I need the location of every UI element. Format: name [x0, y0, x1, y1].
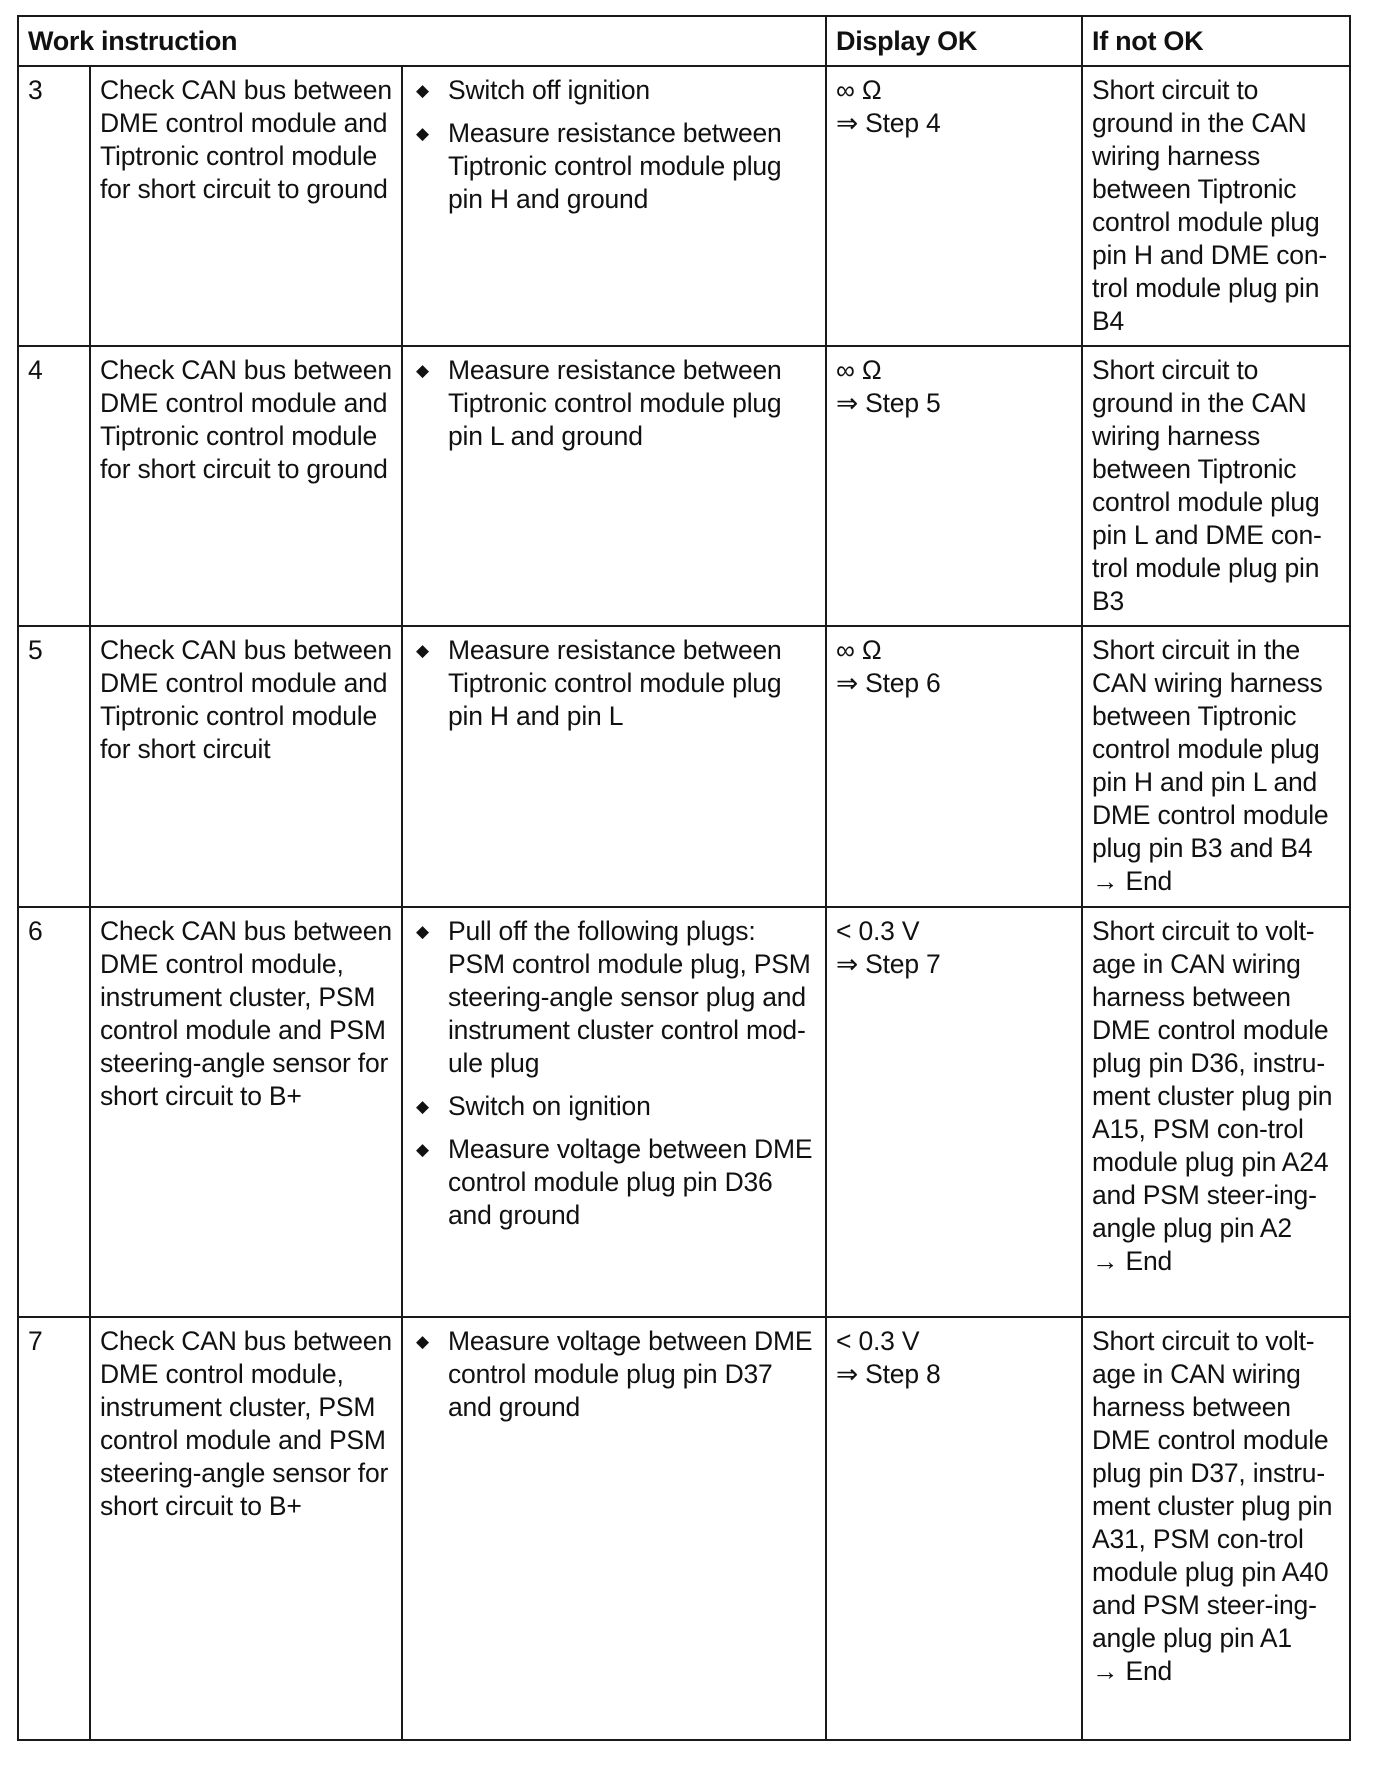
if-not-ok-cell	[1082, 66, 1350, 346]
display-ok-cell	[826, 346, 1082, 626]
table-row	[18, 626, 1350, 907]
action-list	[412, 634, 816, 733]
check-description: Check CAN bus between DME control module, instrument cluster, PSM control module and PSM steering-angle sensor for short circuit to B+	[90, 907, 402, 1317]
diamond-bullet-icon: ◆	[416, 922, 429, 941]
action-text: Measure resistance between Tiptronic control module plug pin H and ground	[448, 118, 782, 214]
diamond-bullet-icon: ◆	[416, 641, 429, 660]
table-row	[18, 346, 1350, 626]
table-header-row	[18, 16, 1350, 66]
check-description: Check CAN bus between DME control module, instrument cluster, PSM control module and PSM steering-angle sensor for short circuit to B+	[90, 1317, 402, 1740]
diamond-bullet-icon: ◆	[416, 124, 429, 143]
display-ok-next-step: ⇒ Step 8	[836, 1359, 941, 1389]
action-text: Measure voltage between DME control module plug pin D37 and ground	[448, 1326, 813, 1422]
action-text: Switch off ignition	[448, 75, 650, 105]
step-number: 4	[18, 346, 90, 626]
step-number: 3	[18, 66, 90, 346]
list-item	[412, 117, 816, 216]
if-not-ok-cell	[1082, 626, 1350, 907]
if-not-ok-cell	[1082, 346, 1350, 626]
diamond-bullet-icon: ◆	[416, 1097, 429, 1116]
if-not-ok-text: Short circuit to volt-age in CAN wiring harness between DME control module plug pin D37, instru-ment cluster plug pin A31, PSM con-trol module plug pin A40 and PSM steer-ing-angle plug pin A1	[1092, 1326, 1333, 1653]
diamond-bullet-icon: ◆	[416, 81, 429, 100]
display-ok-value: < 0.3 V	[836, 1326, 920, 1356]
action-list-cell	[402, 626, 826, 907]
diamond-bullet-icon: ◆	[416, 361, 429, 380]
action-list	[412, 354, 816, 453]
action-text: Switch on ignition	[448, 1091, 651, 1121]
check-description: Check CAN bus between DME control module and Tiptronic control module for short circuit	[90, 626, 402, 907]
display-ok-cell	[826, 626, 1082, 907]
list-item	[412, 1090, 816, 1123]
display-ok-next-step: ⇒ Step 7	[836, 949, 941, 979]
work-instruction-table	[17, 15, 1351, 1741]
action-text: Measure resistance between Tiptronic control module plug pin L and ground	[448, 355, 782, 451]
if-not-ok-end: → End	[1092, 1656, 1173, 1686]
action-list-cell	[402, 66, 826, 346]
if-not-ok-cell	[1082, 1317, 1350, 1740]
action-text: Measure voltage between DME control module plug pin D36 and ground	[448, 1134, 813, 1230]
display-ok-value: ∞ Ω	[836, 635, 882, 665]
list-item	[412, 354, 816, 453]
if-not-ok-end: → End	[1092, 866, 1173, 896]
display-ok-cell	[826, 1317, 1082, 1740]
if-not-ok-text: Short circuit in the CAN wiring harness between Tiptronic control module plug pin H and pin L and DME control module plug pin B3 and B4	[1092, 635, 1329, 863]
diamond-bullet-icon: ◆	[416, 1332, 429, 1351]
if-not-ok-cell	[1082, 907, 1350, 1317]
step-number: 6	[18, 907, 90, 1317]
list-item	[412, 1133, 816, 1232]
display-ok-value: < 0.3 V	[836, 916, 920, 946]
display-ok-next-step: ⇒ Step 6	[836, 668, 941, 698]
action-list	[412, 1325, 816, 1424]
action-list	[412, 74, 816, 216]
display-ok-next-step: ⇒ Step 5	[836, 388, 941, 418]
if-not-ok-text: Short circuit to volt-age in CAN wiring harness between DME control module plug pin D36, instru-ment cluster plug pin A15, PSM con-trol module plug pin A24 and PSM steer-ing-angle plug pin A2	[1092, 916, 1333, 1243]
header-display-ok: Display OK	[826, 16, 1082, 66]
display-ok-next-step: ⇒ Step 4	[836, 108, 941, 138]
if-not-ok-text: Short circuit to ground in the CAN wiring harness between Tiptronic control module plug pin H and DME con-trol module plug pin B4	[1092, 75, 1328, 336]
display-ok-cell	[826, 907, 1082, 1317]
action-text: Measure resistance between Tiptronic control module plug pin H and pin L	[448, 635, 782, 731]
list-item	[412, 1325, 816, 1424]
work-instruction-sheet	[17, 15, 1349, 1739]
step-number: 7	[18, 1317, 90, 1740]
display-ok-value: ∞ Ω	[836, 75, 882, 105]
step-number: 5	[18, 626, 90, 907]
table-row	[18, 907, 1350, 1317]
display-ok-value: ∞ Ω	[836, 355, 882, 385]
if-not-ok-text: Short circuit to ground in the CAN wiring harness between Tiptronic control module plug pin L and DME con-trol module plug pin B3	[1092, 355, 1322, 616]
check-description: Check CAN bus between DME control module and Tiptronic control module for short circuit to ground	[90, 346, 402, 626]
action-text: Pull off the following plugs: PSM control module plug, PSM steering-angle sensor plug and instrument cluster control mod-ule plug	[448, 916, 811, 1078]
action-list-cell	[402, 346, 826, 626]
action-list-cell	[402, 907, 826, 1317]
display-ok-cell	[826, 66, 1082, 346]
diamond-bullet-icon: ◆	[416, 1140, 429, 1159]
table-row	[18, 66, 1350, 346]
list-item	[412, 74, 816, 107]
list-item	[412, 915, 816, 1080]
list-item	[412, 634, 816, 733]
check-description: Check CAN bus between DME control module and Tiptronic control module for short circuit to ground	[90, 66, 402, 346]
if-not-ok-end: → End	[1092, 1246, 1173, 1276]
header-work-instruction: Work instruction	[18, 16, 826, 66]
header-if-not-ok: If not OK	[1082, 16, 1350, 66]
action-list-cell	[402, 1317, 826, 1740]
action-list	[412, 915, 816, 1232]
table-row	[18, 1317, 1350, 1740]
